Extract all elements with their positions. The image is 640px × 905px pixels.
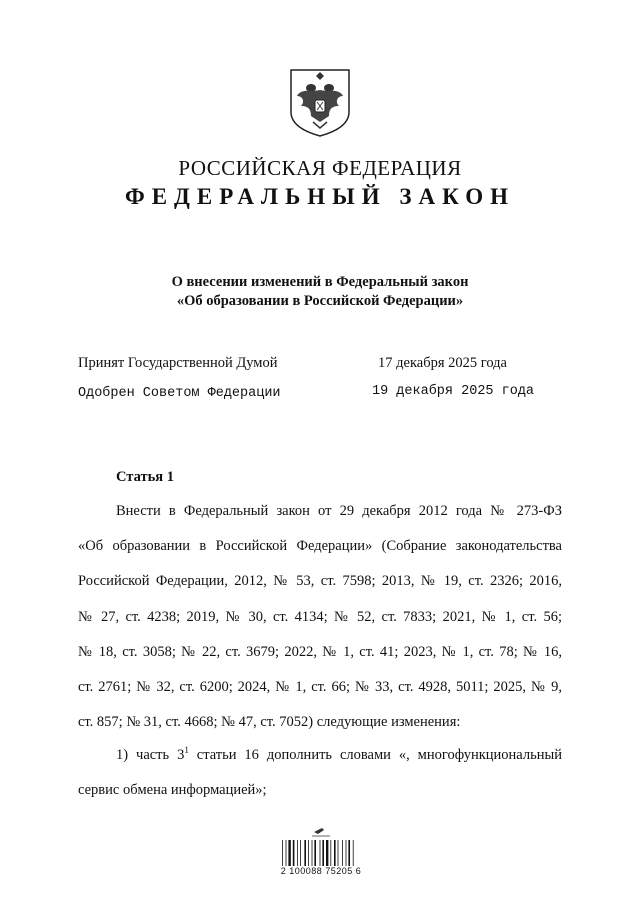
- law-title-line-2: «Об образовании в Российской Федерации»: [176, 293, 464, 309]
- barcode-bar: [338, 840, 339, 866]
- law-title: [0, 273, 640, 311]
- item-1-rest: статьи 16 дополнить словами «, многофункциональный: [188, 747, 562, 763]
- barcode-bar: [288, 840, 290, 866]
- barcode-bar: [330, 840, 331, 866]
- barcode-bar: [308, 840, 309, 866]
- paragraph-line: Российской Федерации, 2012, № 53, ст. 7598; 2013, № 19, ст. 2326; 2016,: [78, 573, 562, 590]
- item-1-prefix: 1) часть 3: [116, 747, 185, 763]
- article-heading: Статья 1: [116, 469, 174, 485]
- paragraph-line: ст. 857; № 31, ст. 4668; № 47, ст. 7052) следующие изменения:: [78, 714, 461, 731]
- paragraph-line: «Об образовании в Российской Федерации» (Собрание законодательства: [78, 538, 562, 555]
- law-title-line-1: О внесении изменений в Федеральный закон: [171, 274, 469, 290]
- document-type: ФЕДЕРАЛЬНЫЙ ЗАКОН: [124, 184, 516, 209]
- barcode-bar: [322, 840, 324, 866]
- barcode-bar: [348, 840, 350, 866]
- item-1-line-1: [78, 738, 562, 773]
- item-1-line-2: сервис обмена информацией»;: [78, 782, 267, 799]
- barcode-bar: [314, 840, 316, 866]
- paragraph-line: № 18, ст. 3058; № 22, ст. 3679; 2022, № 1, ст. 41; 2023, № 1, ст. 78; № 16,: [78, 643, 562, 660]
- barcode-bar: [300, 840, 301, 866]
- barcode-bar: [297, 840, 298, 866]
- pen-mark-icon: [312, 828, 330, 836]
- barcode-bar: [312, 840, 313, 866]
- article-item-1: [78, 738, 562, 808]
- duma-adoption-date: 17 декабря 2025 года: [378, 355, 507, 371]
- barcode-bar: [304, 840, 306, 866]
- barcode-bar: [334, 840, 336, 866]
- barcode-bar: [286, 840, 287, 866]
- barcode-bar: [342, 840, 343, 866]
- barcode-bar: [353, 840, 354, 866]
- article-intro-paragraph: [78, 494, 562, 740]
- barcode-bar: [346, 840, 347, 866]
- council-approval-date: 19 декабря 2025 года: [372, 384, 535, 399]
- duma-adoption-label: Принят Государственной Думой: [78, 355, 278, 371]
- council-approval-label: Одобрен Советом Федерации: [78, 386, 281, 401]
- barcode-bar: [282, 840, 283, 866]
- barcode-bar: [293, 840, 295, 866]
- item-1-superscript: 1: [184, 745, 189, 755]
- paragraph-line: ст. 2761; № 32, ст. 6200; 2024, № 1, ст. 66; № 33, ст. 4928, 5011; 2025, № 9,: [78, 679, 562, 696]
- paragraph-line: № 27, ст. 4238; 2019, № 30, ст. 4134; № 52, ст. 7833; 2021, № 1, ст. 56;: [78, 608, 562, 625]
- country-name: РОССИЙСКАЯ ФЕДЕРАЦИЯ: [178, 156, 462, 180]
- barcode-bar: [320, 840, 321, 866]
- paragraph-line: Внести в Федеральный закон от 29 декабря 2012 года № 273-ФЗ: [116, 503, 562, 519]
- barcode-bar: [326, 840, 328, 866]
- coat-of-arms-emblem: [287, 66, 353, 138]
- barcode-number: 2 100088 75205 6: [280, 866, 362, 876]
